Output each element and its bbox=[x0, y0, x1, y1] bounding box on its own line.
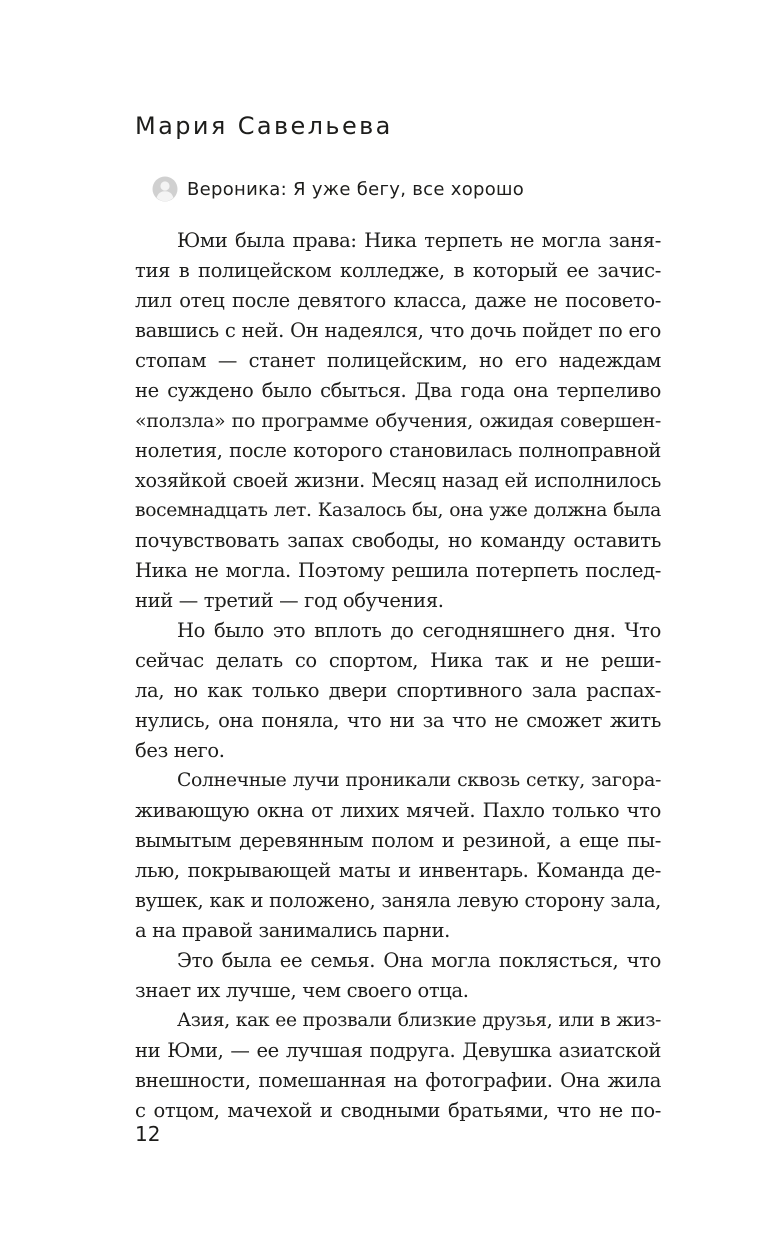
text-line: хозяйкой своей жизни. Месяц назад ей исполнилось bbox=[135, 469, 661, 492]
text-line: знает их лучше, чем своего отца. bbox=[135, 979, 469, 1002]
text-line: сейчас делать со спортом, Ника так и не реши- bbox=[135, 649, 661, 672]
text-line: стопам — станет полицейским, но его надеждам bbox=[135, 349, 661, 372]
text-line: Азия, как ее прозвали близкие друзья, или в жиз- bbox=[177, 1010, 661, 1031]
body-text bbox=[135, 226, 661, 1126]
text-line: «ползла» по программе обучения, ожидая совершен- bbox=[135, 410, 661, 432]
text-line: восемнадцать лет. Казалось бы, она уже должна была bbox=[135, 500, 661, 521]
text-line: Но было это вплоть до сегодняшнего дня. Что bbox=[177, 619, 661, 642]
text-line: тия в полицейском колледже, в который ее зачис- bbox=[135, 259, 661, 282]
text-line: почувствовать запах свободы, но команду оставить bbox=[135, 529, 661, 552]
chat-message bbox=[152, 174, 524, 204]
user-avatar-icon bbox=[152, 176, 178, 202]
text-line: а на правой занимались парни. bbox=[135, 919, 450, 942]
chat-message-text: Вероника: Я уже бегу, все хорошо bbox=[187, 178, 525, 200]
text-line: без него. bbox=[135, 739, 225, 762]
text-line: с отцом, мачехой и сводными братьями, что не по- bbox=[135, 1099, 661, 1122]
text-line: Солнечные лучи проникали сквозь сетку, загора- bbox=[177, 770, 661, 791]
text-line: вымытым деревянным полом и резиной, а еще пы- bbox=[135, 829, 661, 852]
text-line: внешности, помешанная на фотографии. Она жила bbox=[135, 1069, 661, 1092]
text-line: нолетия, после которого становилась полноправной bbox=[135, 439, 661, 462]
running-header-author: Мария Савельева bbox=[135, 112, 393, 140]
text-line: Юми была права: Ника терпеть не могла заня- bbox=[177, 229, 661, 252]
text-line: Ника не могла. Поэтому решила потерпеть послед- bbox=[135, 559, 661, 582]
text-line: Это была ее семья. Она могла поклясться, что bbox=[177, 949, 661, 972]
text-line: живающую окна от лихих мячей. Пахло только что bbox=[135, 799, 661, 822]
text-line: нулись, она поняла, что ни за что не сможет жить bbox=[135, 709, 661, 732]
text-line: ла, но как только двери спортивного зала распах- bbox=[135, 679, 661, 702]
text-line: вушек, как и положено, заняла левую сторону зала, bbox=[135, 889, 661, 912]
text-line: ний — третий — год обучения. bbox=[135, 589, 444, 612]
text-line: ни Юми, — ее лучшая подруга. Девушка азиатской bbox=[135, 1039, 661, 1062]
text-line: лил отец после девятого класса, даже не посовето- bbox=[135, 289, 661, 312]
text-line: не суждено было сбыться. Два года она терпеливо bbox=[135, 379, 661, 402]
text-line: вавшись с ней. Он надеялся, что дочь пойдет по его bbox=[135, 319, 661, 342]
text-line: лью, покрывающей маты и инвентарь. Команда де- bbox=[135, 859, 661, 882]
page-number: 12 bbox=[135, 1122, 161, 1146]
